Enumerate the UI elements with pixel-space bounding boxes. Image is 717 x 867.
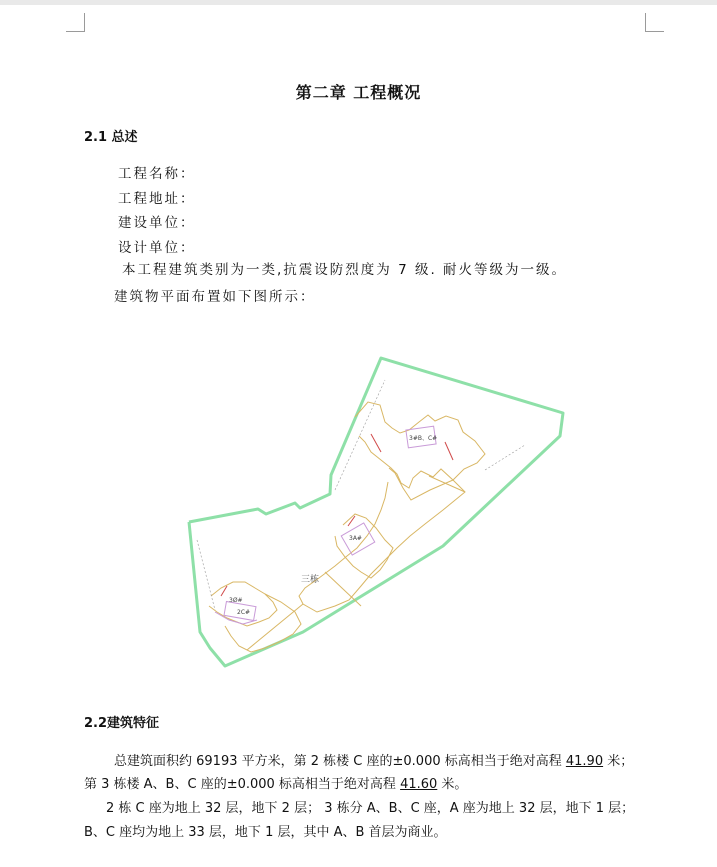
page-top-band xyxy=(0,0,717,5)
site-plan-figure xyxy=(185,350,580,680)
label-center: 三栋 xyxy=(301,575,320,585)
elevation-value-3: 41.60 xyxy=(400,777,438,792)
label-building-3a: 3A# xyxy=(349,535,362,542)
elevation-text-a: 总建筑面积约 69193 平方米，第 2 栋楼 C 座的±0.000 标高相当于绝对高程 xyxy=(114,754,566,769)
field-project-name: 工程名称： xyxy=(118,166,196,182)
field-project-address: 工程地址： xyxy=(118,191,196,207)
building-class-text: 本工程建筑类别为一类,抗震设防烈度为 7 级. 耐火等级为一级。 xyxy=(122,262,568,278)
paragraph-floors-line2: B、C 座均为地上 33 层，地下 1 层，其中 A、B 首层为商业。 xyxy=(84,825,447,840)
section-heading-2-2: 2.2建筑特征 xyxy=(84,716,160,731)
layout-intro-text: 建筑物平面布置如下图所示： xyxy=(114,289,316,305)
margin-corner-top-left xyxy=(66,13,85,32)
paragraph-elevation-line1 xyxy=(114,750,633,769)
building-3bc-outline xyxy=(355,402,485,488)
chapter-title: 第二章 工程概况 xyxy=(295,83,422,102)
paragraph-floors-line1: 2 栋 C 座为地上 32 层，地下 2 层； 3 栋分 A、B、C 座，A 座为地上 32 层，地下 1 层； xyxy=(106,801,635,816)
label-building-2a: 3Ø# xyxy=(229,597,243,604)
field-design-unit: 设计单位： xyxy=(118,240,196,256)
label-building-3bc: 3#B、C# xyxy=(409,435,438,442)
paragraph-elevation-line2 xyxy=(84,773,467,792)
section-heading-2-1: 2.1 总述 xyxy=(84,130,138,145)
field-construction-unit: 建设单位： xyxy=(118,215,196,231)
margin-corner-top-right xyxy=(645,13,664,32)
elevation-text-b: 米； xyxy=(603,754,634,769)
elevation-text-d: 米。 xyxy=(437,777,468,792)
label-building-2c: 2C# xyxy=(237,609,251,616)
elevation-text-c: 第 3 栋楼 A、B、C 座的±0.000 标高相当于绝对高程 xyxy=(84,777,401,792)
podium-outline xyxy=(299,468,465,612)
elevation-value-2c: 41.90 xyxy=(565,754,604,769)
